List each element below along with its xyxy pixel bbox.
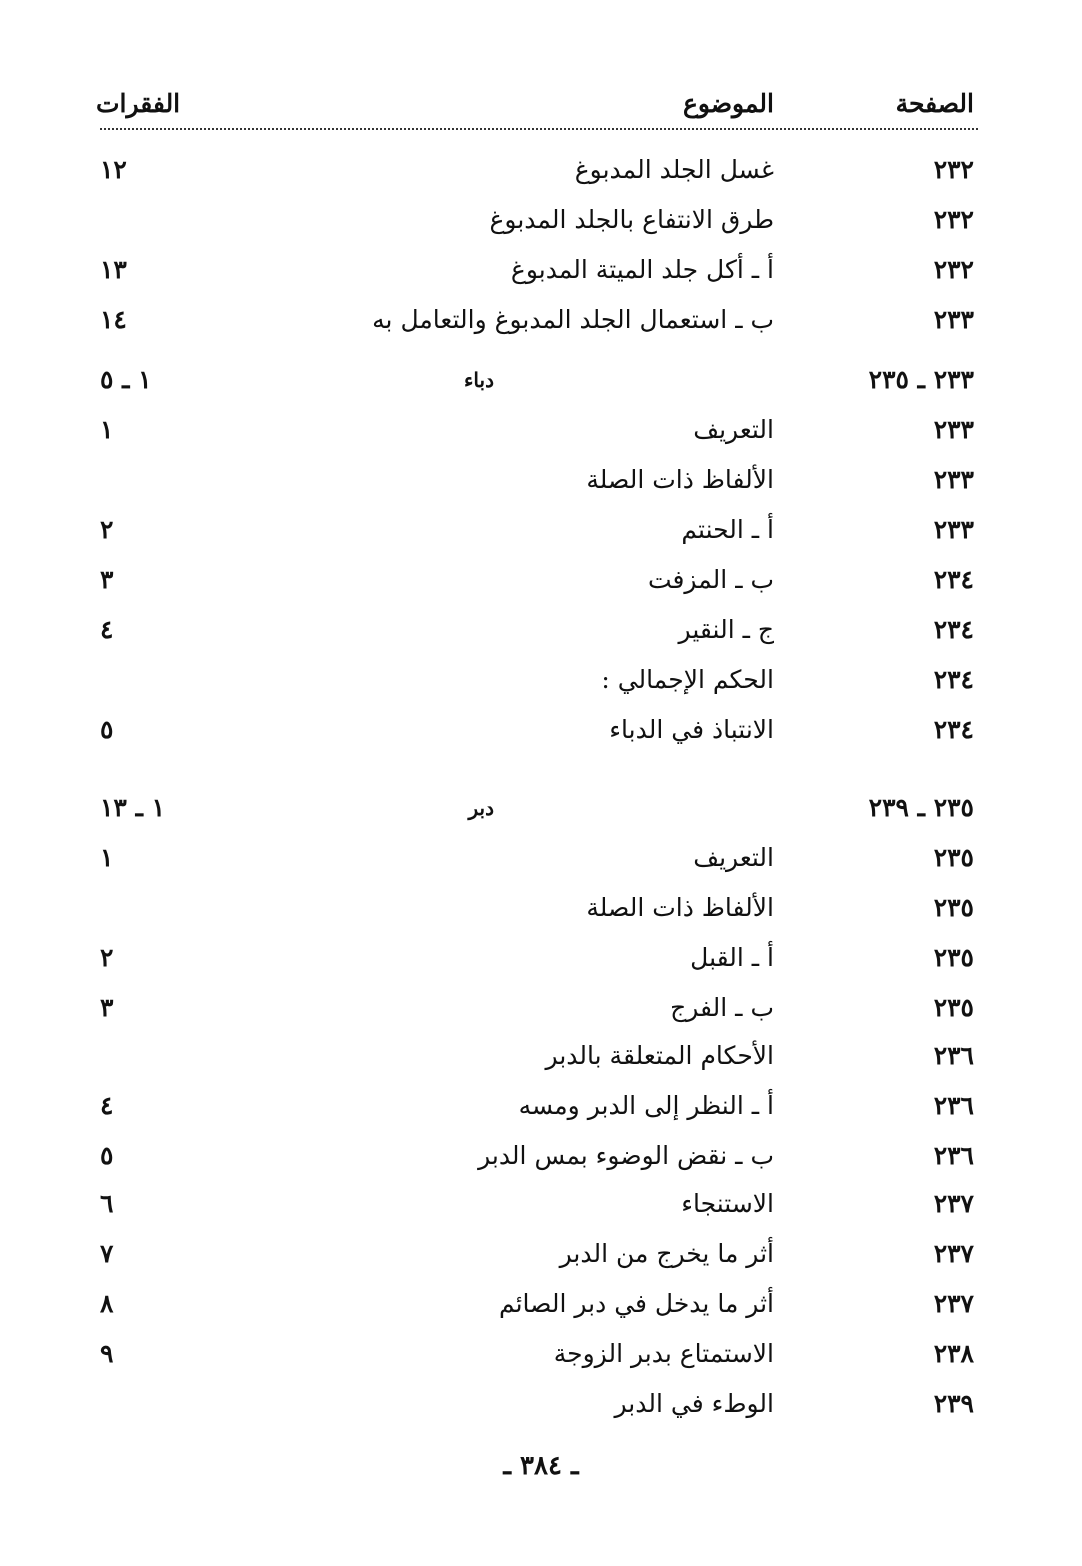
table-row xyxy=(0,1382,1082,1426)
page-number-cell: ٢٣٢ xyxy=(933,155,974,184)
table-row xyxy=(0,886,1082,930)
page-number-cell: ٢٣٥ xyxy=(933,893,974,922)
topic-cell: دباء xyxy=(464,368,494,392)
table-row xyxy=(0,148,1082,192)
paragraphs-cell: ١ xyxy=(100,415,114,444)
table-row xyxy=(0,658,1082,702)
topic-cell: الانتباذ في الدباء xyxy=(609,715,774,744)
page-number-cell: ٢٣٤ xyxy=(933,665,974,694)
table-row xyxy=(0,1282,1082,1326)
table-row xyxy=(0,508,1082,552)
table-row xyxy=(0,298,1082,342)
paragraphs-cell: ٧ xyxy=(100,1239,114,1268)
table-row xyxy=(0,608,1082,652)
table-row xyxy=(0,1034,1082,1078)
topic-cell: ج ـ النقير xyxy=(678,615,774,644)
topic-cell: الألفاظ ذات الصلة xyxy=(586,893,774,922)
paragraphs-cell: ١ xyxy=(100,843,114,872)
page-number-cell: ٢٣٦ xyxy=(933,1141,974,1170)
paragraphs-cell: ٨ xyxy=(100,1289,114,1318)
paragraphs-cell: ٥ xyxy=(100,715,114,744)
paragraphs-cell: ١٣ xyxy=(100,255,127,284)
page-number: ـ ٣٨٤ ـ xyxy=(503,1451,579,1481)
paragraphs-cell: ٣ xyxy=(100,993,114,1022)
section-row xyxy=(0,786,1082,830)
paragraphs-cell: ٩ xyxy=(100,1339,114,1368)
topic-cell: الأحكام المتعلقة بالدبر xyxy=(545,1041,774,1070)
table-row xyxy=(0,1134,1082,1178)
page-number-cell: ٢٣٢ xyxy=(933,255,974,284)
topic-cell: دبر xyxy=(468,796,494,820)
table-row xyxy=(0,1182,1082,1226)
topic-cell: الاستمتاع بدبر الزوجة xyxy=(553,1339,774,1368)
page-number-cell: ٢٣٣ xyxy=(933,465,974,494)
paragraphs-cell: ٤ xyxy=(100,1091,114,1120)
table-row xyxy=(0,458,1082,502)
page-number-cell: ٢٣٧ xyxy=(933,1289,974,1318)
page-number-cell: ٢٣٥ xyxy=(933,993,974,1022)
page-number-cell: ٢٣٣ xyxy=(933,305,974,334)
page-number-cell: ٢٣٩ xyxy=(933,1389,974,1418)
page-number-cell: ٢٣٢ xyxy=(933,205,974,234)
table-row xyxy=(0,936,1082,980)
paragraphs-cell: ١ ـ ٥ xyxy=(100,365,152,394)
page-number-cell: ٢٣٧ xyxy=(933,1189,974,1218)
table-row xyxy=(0,408,1082,452)
paragraphs-cell: ١٤ xyxy=(100,305,127,334)
topic-cell: طرق الانتفاع بالجلد المدبوغ xyxy=(489,205,774,234)
page-column-header: الصفحة xyxy=(895,89,974,118)
table-row xyxy=(0,558,1082,602)
table-row xyxy=(0,708,1082,752)
page-number-cell: ٢٣٣ xyxy=(933,415,974,444)
topic-column-header: الموضوع xyxy=(683,89,774,118)
table-row xyxy=(0,248,1082,292)
topic-cell: ب ـ المزفت xyxy=(647,565,774,594)
topic-cell: أ ـ أكل جلد الميتة المدبوغ xyxy=(510,255,774,284)
topic-cell: أ ـ القبل xyxy=(690,943,774,972)
paragraphs-cell: ٣ xyxy=(100,565,114,594)
topic-cell: أثر ما يخرج من الدبر xyxy=(559,1239,774,1268)
header-dotted-rule xyxy=(100,128,978,130)
page-number-cell: ٢٣٤ xyxy=(933,715,974,744)
topic-cell: ب ـ نقض الوضوء بمس الدبر xyxy=(478,1141,774,1170)
page-number-cell: ٢٣٨ xyxy=(933,1339,974,1368)
page-number-cell: ٢٣٧ xyxy=(933,1239,974,1268)
section-row xyxy=(0,358,1082,402)
page-number-cell: ٢٣٥ xyxy=(933,943,974,972)
table-row xyxy=(0,198,1082,242)
page-number-cell: ٢٣٤ xyxy=(933,565,974,594)
topic-cell: أ ـ النظر إلى الدبر ومسه xyxy=(518,1091,774,1120)
paragraphs-cell: ٦ xyxy=(100,1189,114,1218)
paragraphs-cell: ٥ xyxy=(100,1141,114,1170)
topic-cell: الحكم الإجمالي : xyxy=(601,665,774,694)
paragraphs-cell: ٤ xyxy=(100,615,114,644)
topic-cell: الألفاظ ذات الصلة xyxy=(586,465,774,494)
topic-cell: أ ـ الحنتم xyxy=(681,515,774,544)
page-number-cell: ٢٣٦ xyxy=(933,1041,974,1070)
table-row xyxy=(0,1232,1082,1276)
paragraphs-cell: ١٢ xyxy=(100,155,127,184)
table-row xyxy=(0,836,1082,880)
table-row xyxy=(0,1084,1082,1128)
paragraphs-cell: ٢ xyxy=(100,943,114,972)
topic-cell: التعريف xyxy=(693,843,774,872)
page-number-cell: ٢٣٦ xyxy=(933,1091,974,1120)
topic-cell: غسل الجلد المدبوغ xyxy=(574,155,774,184)
page-number-cell: ٢٣٣ xyxy=(933,515,974,544)
table-row xyxy=(0,1332,1082,1376)
page-number-cell: ٢٣٣ ـ ٢٣٥ xyxy=(868,365,974,394)
topic-cell: الوطء في الدبر xyxy=(614,1389,774,1418)
topic-cell: التعريف xyxy=(693,415,774,444)
topic-cell: الاستنجاء xyxy=(681,1189,774,1218)
page-number-cell: ٢٣٤ xyxy=(933,615,974,644)
page-number-cell: ٢٣٥ ـ ٢٣٩ xyxy=(868,793,974,822)
topic-cell: ب ـ استعمال الجلد المدبوغ والتعامل به xyxy=(372,305,774,334)
table-row xyxy=(0,986,1082,1030)
topic-cell: ب ـ الفرج xyxy=(670,993,774,1022)
paragraphs-cell: ٢ xyxy=(100,515,114,544)
topic-cell: أثر ما يدخل في دبر الصائم xyxy=(498,1289,774,1318)
paragraphs-column-header: الفقرات xyxy=(96,89,181,118)
paragraphs-cell: ١ ـ ١٣ xyxy=(100,793,166,822)
page-number-cell: ٢٣٥ xyxy=(933,843,974,872)
